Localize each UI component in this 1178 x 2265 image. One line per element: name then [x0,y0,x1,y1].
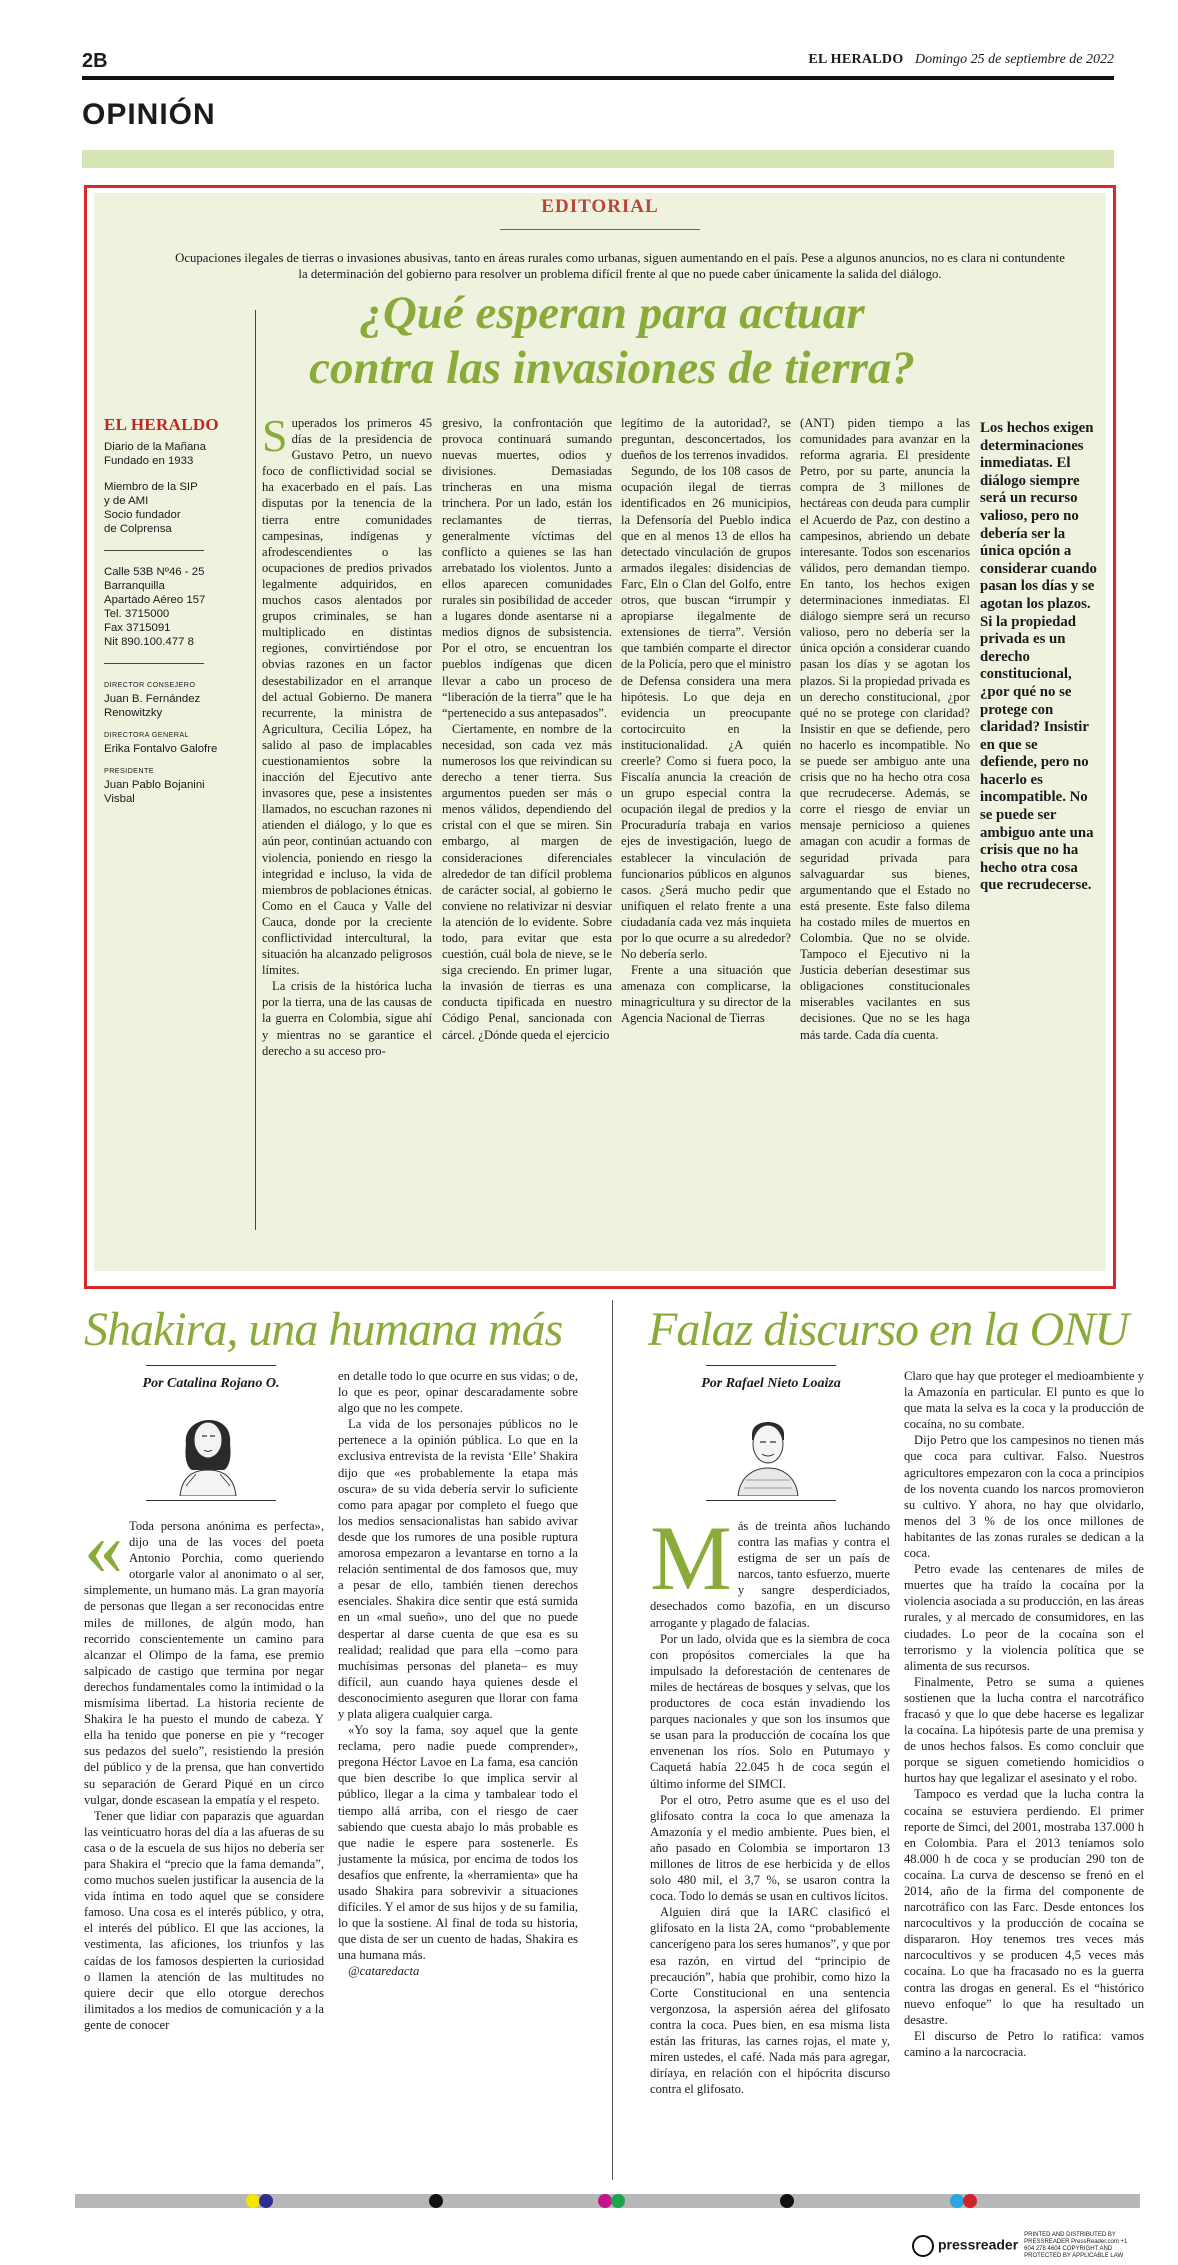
masthead-role: DIRECTOR CONSEJERO [104,680,196,689]
onu-column-1 [650,1507,890,2097]
onu-paragraph: Tampoco es verdad que la lucha contra la cocaína se estuviera perdiendo. El primer reporte de Simci, del 2001, mostraba 137.000 h en Colombia. Para el 2013 teníamos solo 48.000 h de coca y se producían 290 ton de cocaína. La curva de descenso se frenó en el 2014, año de la firma del componente de narcotráfico con las Farc. Desde entonces los narcocultivos y la producción de cocaína se dispararon. Hoy tenemos tres veces más narcocultivos y se producen 4,5 veces más cocaína. Lo que ha fracasado no es la guerra contra las drogas en general. Es el “histórico nuevo enfoque” lo que ha resultado un desastre. [904,1787,1144,2027]
masthead-line: Apartado Aéreo 157 [104,594,206,606]
masthead-rule [104,550,204,551]
pressreader-wordmark: pressreader [938,2236,1019,2253]
page-number: 2B [82,50,108,72]
editorial-label-rule [500,229,700,230]
masthead-line: Miembro de la SIP [104,481,198,493]
masthead-role: PRESIDENTE [104,766,154,775]
onu-paragraph: Claro que hay que proteger el medioambiente y la Amazonía en particular. El punto es que lo que mata la selva es la coca y la producción de cocaína, no su combate. [904,1369,1144,1432]
column-divider [612,1300,613,2180]
editorial-paragraph: Segundo, de los 108 casos de ocupación ilegal de tierras identificados en 26 municipios, la Defensoría del Pueblo indica que en al menos 13 de ellos ha detectado vinculación de grupos armados ilegales: disidencias de Farc, Eln o Clan del Golfo, entre otros, que buscan “irrumpir y apropiarse ilegalmente de extensiones de tierra”. Versión que también comparte el director de la Policía, pero que el ministro de Defensa considera una mera hipótesis. Lo que deja en evidencia un preocupante cortocircuito en la institucionalidad. ¿A quién creerle? Como si fuera poco, la Fiscalía anuncia la creación de un grupo especial contra la ocupación ilegal de predios y la Procuraduría trabaja en varios ejes de investigación, luego de establecer la vinculación de funcionarios públicos en algunos casos. ¿Será mucho pedir que unifiquen el relato frente a una ciudadanía cada vez más inquieta por lo que ocurre a su alrededor? No debería serlo. [621,464,791,962]
byline-rule [146,1365,276,1366]
masthead-line: Fundado en 1933 [104,455,194,467]
pressreader-logo[interactable] [912,2232,1138,2259]
editorial-pull-quote: Los hechos exigen determinaciones inmediatas. El diálogo siempre será un recurso valioso, pero no debería ser la única opción a considerar cuando pasan los días y se agotan los plazos. Si la propiedad privada es un derecho constitucional, ¿por qué no se protege con claridad? Insistir en que se defiende, pero no hacerlo es incompatible. No se puede ser ambiguo ante una crisis que no ha hecho otra cosa que recrudecerse. [980,420,1097,894]
editorial-column-1 [262,410,432,1059]
masthead-about [104,440,244,468]
onu-paragraph: Alguien dirá que la IARC clasificó el glifosato en la lista 2A, como “probablemente cancerígeno para los seres humanos”, y que por esa razón, en virtud del “principio de precaución”, había que prohibir, como hizo la Corte Constitucional en una sentencia vergonzosa, la aspersión aérea del glifosato contra la coca. Pues bien, en esa misma lista están las frituras, las carnes rojas, el mate y, miren ustedes, el café. Nada más para agregar, diríaya, en relación con el hipócrita discurso contra el glifosato. [650,1905,890,2097]
shakira-signature: @cataredacta [348,1964,420,1979]
masthead-line: Barranquilla [104,580,165,592]
shakira-column-1 [84,1504,324,2033]
registration-dot [246,2194,260,2208]
masthead-rule [104,663,204,664]
onu-paragraph: Por el otro, Petro asume que es el uso del glifosato contra la coca lo que amenaza la Amazonía y el medio ambiente. Pues bien, el año pasado en Colombia se importaron 13 millones de litros de ese herbicida y de ellos solo 480 mil, el 3,7 %, se usaron contra la coca. Todo lo demás se usan en cultivos lícitos. [650,1792,890,1904]
editorial-headline [232,286,992,396]
masthead-logo: EL HERALDO [104,415,219,434]
open-quote-mark: « [84,1504,123,1591]
onu-paragraph: El discurso de Petro lo ratifica: vamos camino a la narcocracia. [904,2028,1144,2059]
section-title: OPINIÓN [82,98,216,131]
editorial-paragraph: Frente a una situación que amenaza con complicarse, la minagricultura y su director de la Agencia Nacional de Tierras [621,963,791,1026]
editorial-paragraph: (ANT) piden tiempo a las comunidades para avanzar en la reforma agraria. El presidente Petro, por su parte, anuncia la compra de 3 millones de hectáreas con deuda para cumplir el Acuerdo de Paz, con destino a campesinos, abriendo un debate interesante. Todos son escenarios válidos, pero demandan tiempo. En tanto, los hechos exigen determinaciones inmediatas. El diálogo siempre será un recurso valioso, pero no debería ser la única opción a considerar cuando pasan los días y se agotan los plazos. Si la propiedad privada es un derecho constitucional, ¿por qué no se protege con claridad? Insistir en que se defiende, pero no hacerlo es incompatible. No se puede ser ambiguo ante una crisis que no ha hecho otra cosa que recrudecerse. Además, se corre el riesgo de enviar un mensaje pernicioso a quienes amagan con acudir a formas de seguridad privada para salvaguardar sus bienes, argumentando que el Estado no está presente. Este falso dilema ha costado miles de muertos en Colombia. Que no se olvide. Tampoco el Ejecutivo ni la Justicia deberían desestimar sus obligaciones constitucionales miserables vacilantes en sus decisiones. Que no se les haga más tarde. Cada día cuenta. [800,416,970,1042]
editorial-column-2 [442,415,612,1043]
onu-dropcap: M [650,1507,732,1609]
masthead-person: Erika Fontalvo Galofre [104,743,218,755]
pressreader-notice: PRINTED AND DISTRIBUTED BY PRESSREADER PressReader.com +1 604 278 4604 COPYRIGHT AND PROTECTED BY APPLICABLE LAW [1024,2232,1128,2259]
onu-paragraph: Por un lado, olvida que es la siembra de coca con propósitos comerciales la que ha impulsado la deforestación de centenares de miles de hectáreas de bosques y selvas, que los productores de coca están invadiendo los parques nacionales y que son los insumos que se usan para la producción de cocaína los que envenenan los ríos. Solo en Putumayo y Caquetá había 22.045 h de coca según el último informe del SIMCI. [650,1631,890,1791]
masthead-line: Calle 53B Nº46 - 25 [104,566,205,578]
paper-header [808,52,1114,68]
onu-paragraph: Petro evade las centenares de miles de muertes que ha traído la cocaína por la violencia asociada a su producción, en las áreas rurales, y al mercado de consumidores, en las ciudades. Lo peor de la cocaína son el terrorismo y la violencia política que se alimenta de sus recursos. [904,1562,1144,1673]
byline-rule [706,1365,836,1366]
masthead-line: Fax 3715091 [104,622,171,634]
byline-rule [706,1500,836,1501]
masthead-person: Juan B. Fernández [104,693,201,705]
author-portrait-icon [726,1400,810,1496]
author-portrait-icon [166,1400,250,1496]
masthead-line: Tel. 3715000 [104,608,170,620]
masthead-role: DIRECTORA GENERAL [104,730,189,739]
registration-dot [780,2194,794,2208]
masthead-line: Diario de la Mañana [104,441,206,453]
masthead-person: Visbal [104,793,135,805]
paper-brand: EL HERALDO [808,52,904,67]
editorial-paragraph: legítimo de la autoridad?, se preguntan, desconcertados, los dueños de los terrenos invadidos. [621,416,791,463]
editorial-headline-line2: contra las invasiones de tierra? [309,342,915,394]
shakira-paragraph: «Yo soy la fama, soy aquel que la gente reclama, pero nadie puede comprender», pregona Héctor Lavoe en La fama, esa canción que bien describe lo que implica servir al público, llegar a la cima y tambalear todo el tiempo allá arriba, con el riesgo de caer sabiendo que cuesta abajo lo más probable es que nadie le espere para sostenerle. Es justamente la música, por encima de todos los desafíos que enfrente, la «herramienta» que ha usado Shakira para sobrevivir a situaciones difíciles. Y el amor de sus hijos y de su familia, lo que la sostiene. Al final de toda su historia, que dista de ser un cuento de hadas, Shakira es una humana más. [338,1723,578,1963]
shakira-paragraph: Toda persona anónima es perfecta», dijo una de las voces del poeta Antonio Porchia, como queriendo otorgarle valor al anonimato o al ser, simplemente, un humano más. La gran mayoría de personas que llegan a ser reconocidas entre miles de millones, de algún modo, han recorrido conscientemente un camino para alcanzar el Olimpo de la fama, ese premio salpicado de castigo que termina por negar derechos fundamentales como la intimidad o la mismísima libertad. La historia reciente de Shakira le ha puesto el mundo de cabeza. Y ella ha tenido que ponerse en pie y “recoger sus pedazos del suelo”, resistiendo la presión del público y de la prensa, que han convertido su separación de Gerard Piqué en un circo vulgar, donde escasean la empatía y el respeto. [84,1519,324,1807]
registration-dot [429,2194,443,2208]
editorial-column-3 [621,415,791,1027]
masthead [104,415,244,806]
registration-dot [611,2194,625,2208]
onu-paragraph: Finalmente, Petro se suma a quienes sostienen que la lucha contra el narcotráfico fracasó y que lo que debe hacerse es legalizar la cocaína. La hipótesis parte de una premisa y de unos hechos falsos. Es como concluir que porque se siguen cometiendo homicidios o hurtos hay que legalizar el asesinato y el robo. [904,1674,1144,1786]
onu-byline: Por Rafael Nieto Loaiza [701,1376,841,1391]
shakira-byline: Por Catalina Rojano O. [142,1376,280,1391]
shakira-paragraph: en detalle todo lo que ocurre en sus vidas; o de, lo que es peor, opinar descaradamente sobre algo que no les compete. [338,1369,578,1416]
pressreader-mark-icon [912,2235,934,2257]
masthead-membership [104,480,244,536]
registration-dot [598,2194,612,2208]
top-rule [82,76,1114,80]
byline-rule [146,1500,276,1501]
shakira-headline: Shakira, una humana más [84,1303,563,1356]
editorial-dropcap: S [262,410,288,461]
registration-dot [950,2194,964,2208]
onu-paragraph: ás de treinta años luchando contra las mafias y contra el estigma de ser un país de narcos, tanto esfuerzo, muerte y sangre desperdiciados, desechados como bazofia, en un discurso arrogante y plagado de falacias. [650,1519,890,1630]
editorial-headline-line1: ¿Qué esperan para actuar [359,287,865,339]
editorial-paragraph: La crisis de la histórica lucha por la tierra, una de las causas de la guerra en Colombia, sigue ahí y mientras no se garantice el derecho a su acceso pro- [262,979,432,1058]
registration-dot [259,2194,273,2208]
issue-date: Domingo 25 de septiembre de 2022 [915,52,1114,67]
editorial-column-4 [800,415,970,1043]
editorial-paragraph: Ciertamente, en nombre de la necesidad, son cada vez más numerosos los que reivindican su derecho a tener tierra. Sus argumentos pueden ser más o menos válidos, dependiendo del cristal con el que se miren. Sin embargo, al margen de consideraciones diferenciales alrededor de tan difícil problema de carácter social, al gobierno le conviene no relativizar ni desviar la atención de lo evidente. Sobre todo, para evitar que esta cuestión, cuál bola de nieve, se le siga creciendo. En primer lugar, la invasión de tierras es una conducta tipificada en nuestro Código Penal, sancionada con cárcel. ¿Dónde queda el ejercicio [442,721,612,1042]
masthead-person: Renowitzky [104,707,163,719]
shakira-column-2 [338,1368,578,1980]
onu-paragraph: Dijo Petro que los campesinos no tienen más que coca para cultivar. Falso. Nuestros agricultores empezaron con la coca a principios de los noventa cuando los narcos promovieron su cultivo. Y ahora, no hay que olvidarlo, menos del 3 % de los once millones de habitantes de las zonas rurales se dedican a la coca. [904,1433,1144,1561]
masthead-person: Juan Pablo Bojanini [104,779,205,791]
masthead-line: de Colprensa [104,523,172,535]
editorial-label: EDITORIAL [541,196,659,217]
onu-headline: Falaz discurso en la ONU [648,1303,1128,1356]
editorial-dek: Ocupaciones ilegales de tierras o invasiones abusivas, tanto en áreas rurales como urbanas, siguen aumentando en el país. Pese a algunos anuncios, no es clara ni contundente la determinación del gobierno para resolver un problema difícil frente al que no puede caber únicamente la salida del diálogo. [175,251,1065,281]
masthead-line: y de AMI [104,495,149,507]
registration-dot [963,2194,977,2208]
masthead-address [104,565,244,649]
shakira-paragraph: Tener que lidiar con paparazis que aguardan las veinticuatro horas del día a las afueras de su casa o de la escuela de sus hijos no debería ser para Shakira el “precio que la fama demanda”, como muchos suelen justificar la ausencia de la vida íntima en todo aquel que se considere famoso. Una cosa es el interés público, y otra, el interés del público. El que las acciones, la vestimenta, las aficiones, los triunfos y las caídas de los famosos despierten la curiosidad o llamen la atención de las multitudes no quiere decir que ello otorgue derechos ilimitados a los medios de comunicación y a la gente de conocer [84,1808,324,2032]
masthead-line: Socio fundador [104,509,181,521]
editorial-paragraph: uperados los primeros 45 días de la presidencia de Gustavo Petro, un nuevo foco de conflictividad social se ha exacerbado en el país. Las disputas por la tenencia de la tierra entre comunidades campesinas, indígenas y afrodescendientes o las ocupaciones de predios privados legalmente adquiridos, en muchos casos alentados por grupos criminales, se han multiplicado en distintas regiones, convirtiéndose por obvias razones en un factor desestabilizador en el arranque del actual Gobierno. De manera recurrente, la ministra de Agricultura, Cecilia López, ha salido al paso de implacables cuestionamientos sobre la inacción del Ejecutivo ante invasores que, pese a insistentes llamados, no escuchan razones ni atienden el diálogo, y lo que es aún peor, continúan actuando con violencia, poniendo en riesgo la integridad e incluso, la vida de miembros de poblaciones étnicas. Como en el Cauca y Valle del Cauca, donde por la creciente conflictividad intercultural, la situación ha alcanzado peligrosos límites. [262,416,432,978]
section-green-bar [82,150,1114,168]
editorial-paragraph: gresivo, la confrontación que provoca continuará sumando nuevas muertes, odios y divisiones. Demasiadas trincheras en una misma trinchera. Por un lado, están los reclamantes de tierras, generalmente víctimas del conflicto a quienes se las han arrebatado los violentos. Junto a ellos aparecen comunidades rurales sin posibilidad de acceder a lugares donde asentarse ni a medios dignos de subsistencia. Por el otro, se encuentran los pueblos indígenas que dicen llevar a cabo un proceso de “liberación de la tierra” que le ha “pertenecido a sus antepasados”. [442,416,612,720]
shakira-paragraph: La vida de los personajes públicos no le pertenece a la opinión pública. Lo que en la exclusiva entrevista de la revista ‘Elle’ Shakira dijo que «es probablemente la etapa más oscura» de su vida debería servir lo suficiente como para apagar por completo el fuego que los medios sensacionalistas han sabido avivar desde que los rumores de una posible ruptura amorosa empezaron a levantarse en torno a la relación sentimental de dos famosos que, muy a pesar de ello, también tienen derechos esenciales. Shakira dice sentir que está sumida en un «mal sueño», uno del que no puede despertar al darse cuenta de que esa es su realidad; realidad que para ella –como para muchísimas personas del planeta– es muy difícil, aun cuando haya quienes desde el desconocimiento aseguren que llorar con fama y plata aligera cualquier carga. [338,1417,578,1721]
masthead-line: Nit 890.100.477 8 [104,636,194,648]
onu-column-2 [904,1368,1144,2060]
masthead-divider [255,310,256,1230]
